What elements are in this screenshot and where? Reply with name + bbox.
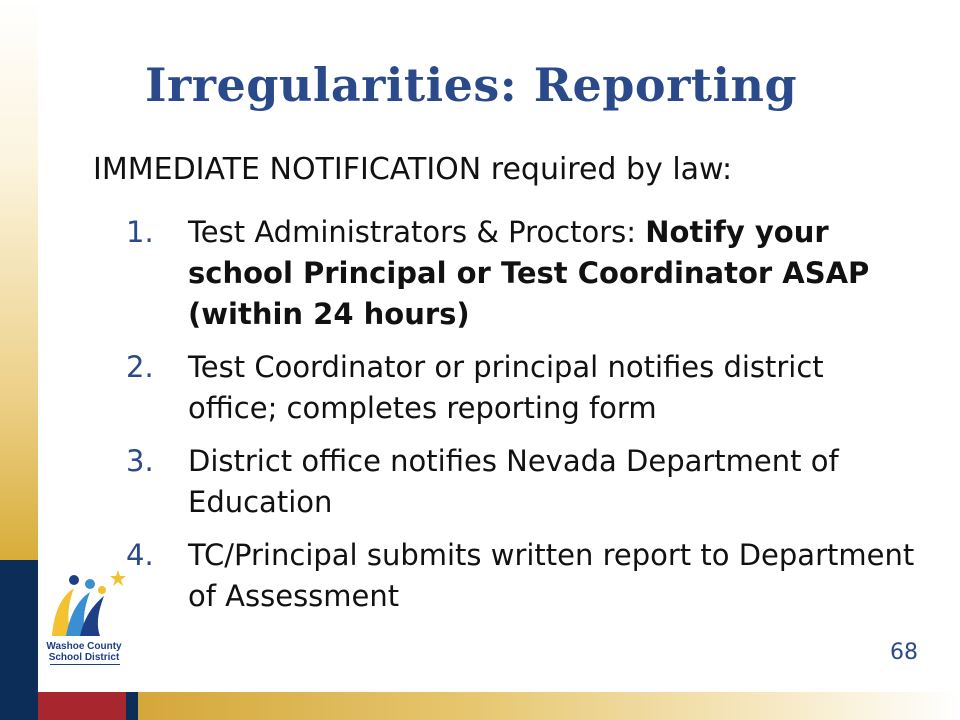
step-number: 1. (126, 215, 154, 249)
logo-line-2: School District (48, 652, 120, 663)
page-number: 68 (890, 640, 918, 665)
step-item-1 (120, 212, 920, 335)
logo-line-1: Washoe County (46, 641, 122, 652)
step-item-3 (120, 441, 920, 523)
step-number: 2. (126, 350, 154, 384)
step-bold-text: Notify your school Principal or Test Coordinator ASAP (within 24 hours) (188, 215, 870, 331)
intro-text: IMMEDIATE NOTIFICATION required by law: (93, 152, 733, 187)
logo-text (44, 641, 124, 663)
decorative-gold-stripe (138, 692, 960, 720)
steps-list (120, 212, 920, 629)
step-text: Test Administrators & Proctors: (188, 215, 646, 249)
decorative-left-gradient-bar (0, 0, 38, 560)
logo-underline (50, 664, 120, 665)
step-item-4 (120, 535, 920, 617)
step-text: TC/Principal submits written report to Department of Assessment (188, 538, 915, 613)
step-text: Test Coordinator or principal notifies district office; completes reporting form (188, 350, 824, 425)
decorative-navy-stripe (126, 692, 138, 720)
step-number: 4. (126, 538, 154, 572)
step-text: District office notifies Nevada Department of Education (188, 444, 839, 519)
step-number: 3. (126, 444, 154, 478)
decorative-red-stripe (38, 692, 126, 720)
decorative-navy-block (0, 560, 38, 720)
slide-title: Irregularities: Reporting (145, 58, 798, 112)
step-item-2 (120, 347, 920, 429)
